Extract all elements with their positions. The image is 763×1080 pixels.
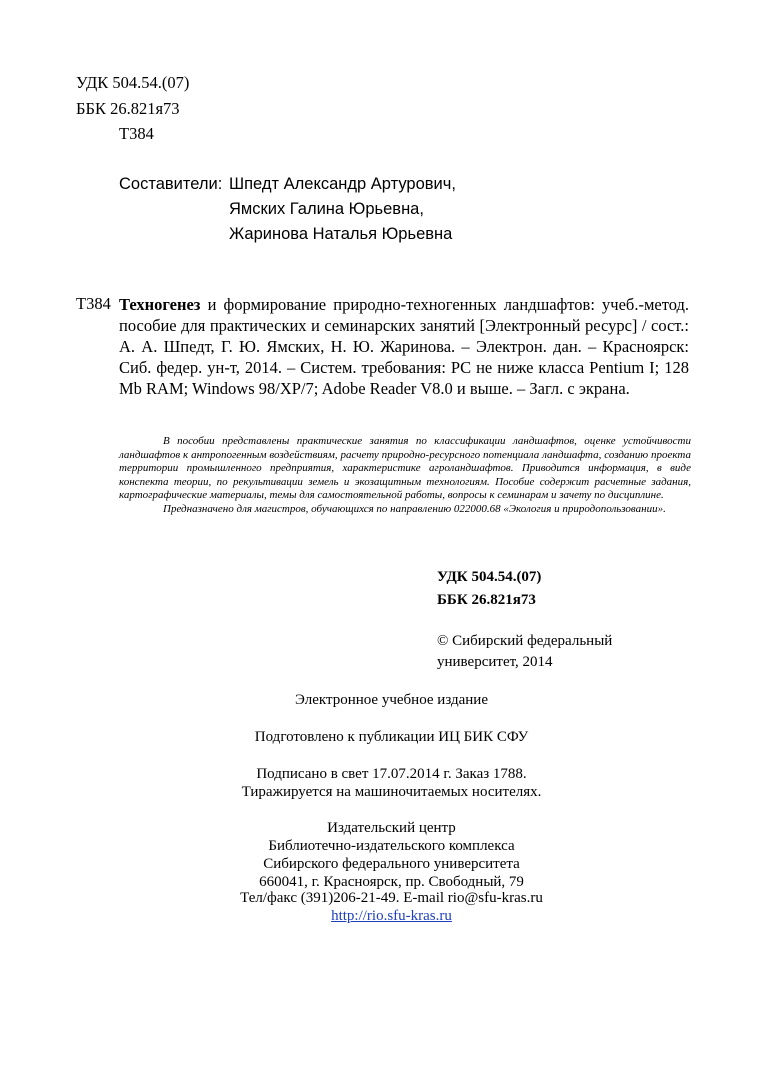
copyright-line: © Сибирский федеральный xyxy=(437,633,613,649)
udk-code-bottom: УДК 504.54.(07) xyxy=(437,569,542,585)
udk-code: УДК 504.54.(07) xyxy=(76,73,190,92)
compiler-name: Жаринова Наталья Юрьевна xyxy=(229,225,453,243)
abstract-paragraph: Предназначено для магистров, обучающихся по направлению 022000.68 «Экология и природопользовании». xyxy=(163,502,666,515)
publisher-line: Сибирского федерального университета xyxy=(263,856,520,872)
author-sign: Т384 xyxy=(119,124,154,143)
publisher-address: 660041, г. Красноярск, пр. Свободный, 79 xyxy=(259,874,524,890)
signed-note: Подписано в свет 17.07.2014 г. Заказ 1788. xyxy=(256,766,527,782)
website-link[interactable]: http://rio.sfu-kras.ru xyxy=(331,908,452,924)
publisher-website xyxy=(0,908,763,925)
description-text: и формирование природно-техногенных ландшафтов: учеб.-метод. пособие для практических и семинарских занятий [Электронный ресурс] / сост.: А. А. Шпедт, Г. Ю. Ямских, Н. Ю. Жаринова. – Электрон. дан. – Красноярск: Сиб. федер. ун-т, 2014. – Систем. требования: PC не ниже класса Pentium I; 128 Mb RAM; Windows 98/XP/7; Adobe Reader V8.0 и выше. – Загл. с экрана. xyxy=(119,295,689,398)
publisher-contacts: Тел/факс (391)206-21-49. E-mail rio@sfu-kras.ru xyxy=(240,890,543,906)
bbk-code: ББК 26.821я73 xyxy=(76,99,180,118)
bibliographic-author-sign: Т384 xyxy=(76,294,111,313)
bbk-code-bottom: ББК 26.821я73 xyxy=(437,592,536,608)
compilers-label: Составители: xyxy=(119,175,223,193)
compiler-name: Шпедт Александр Артурович, xyxy=(229,175,456,193)
bibliographic-description xyxy=(119,294,689,399)
edition-type: Электронное учебное издание xyxy=(295,692,488,708)
book-title: Техногенез xyxy=(119,295,201,314)
copyright-line: университет, 2014 xyxy=(437,654,553,670)
publisher-line: Издательский центр xyxy=(327,820,456,836)
abstract xyxy=(119,435,691,517)
replication-note: Тиражируется на машиночитаемых носителях. xyxy=(241,784,542,800)
compiler-name: Ямских Галина Юрьевна, xyxy=(229,200,424,218)
publisher-line: Библиотечно-издательского комплекса xyxy=(268,838,515,854)
prepared-note: Подготовлено к публикации ИЦ БИК СФУ xyxy=(254,729,529,745)
abstract-paragraph: В пособии представлены практические занятия по классификации ландшафтов, оценке устойчивости ландшафтов к антропогенным воздействиям, расчету природно-ресурсного потенциала ландшафта, созданию проекта территории промышленного предприятия, характеристике агроландшафтов. Приводится информация, в виде конспекта теории, по рекультивации земель и экозащитным технологиям. Пособие содержит расчетные задания, картографические материалы, темы для самостоятельной работы, вопросы к семинарам и зачету по дисциплине. xyxy=(119,435,691,502)
